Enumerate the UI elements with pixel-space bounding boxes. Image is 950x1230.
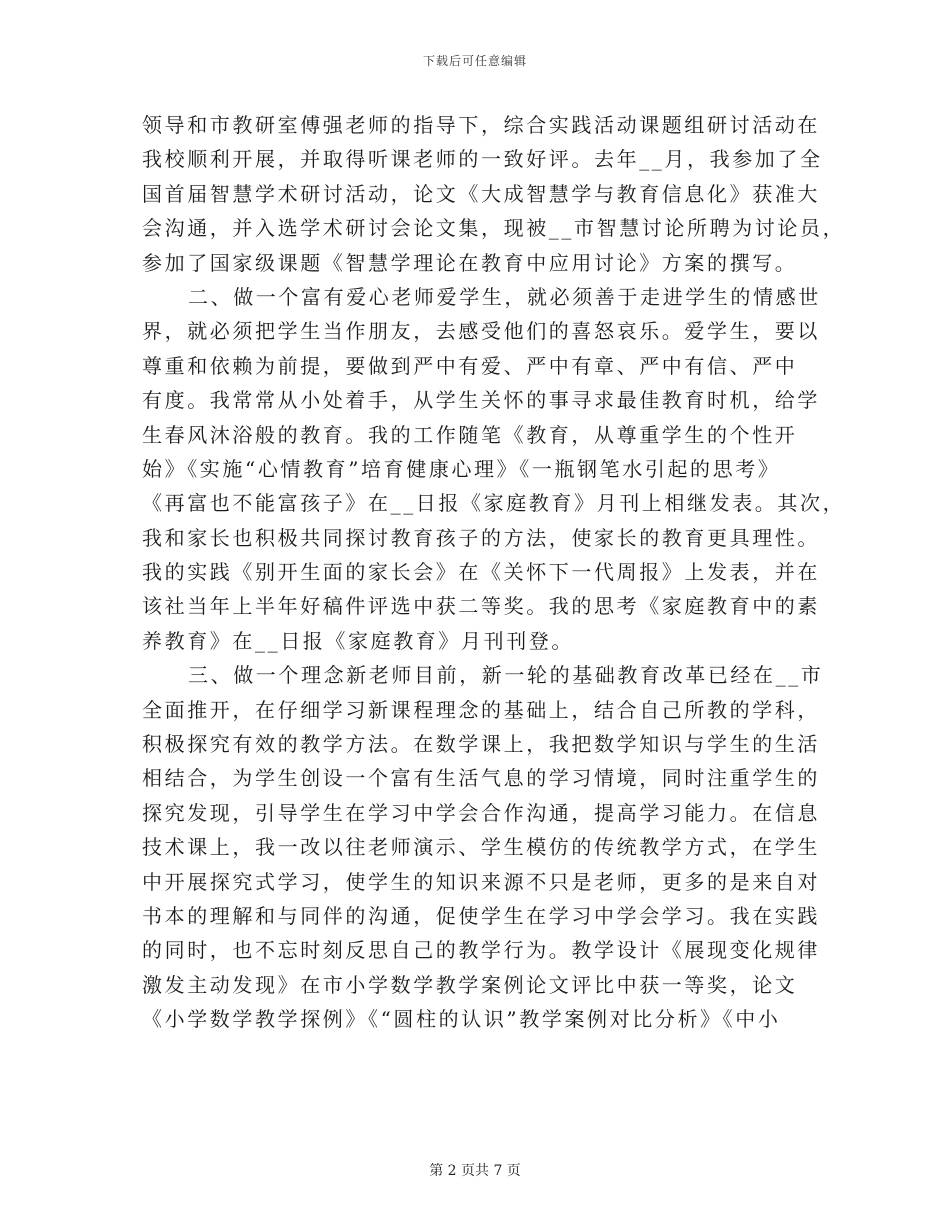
text-line: 我和家长也积极共同探讨教育孩子的方法，使家长的教育更具理性。 <box>142 525 820 550</box>
page-header-note: 下载后可任意编辑 <box>422 54 527 68</box>
text-line: 有度。我常常从小处着手，从学生关怀的事寻求最佳教育时机，给学 <box>142 388 820 413</box>
text-line: 始》《实施“心情教育”培育健康心理》《一瓶钢笔水引起的思考》 <box>142 456 781 481</box>
page-number-footer: 第 2 页共 7 页 <box>429 1163 521 1179</box>
text-line: 《小学数学教学探例》《“圆柱的认识”教学案例对比分析》《中小 <box>142 1007 781 1032</box>
text-line: 养教育》在__日报《家庭教育》月刊刊登。 <box>142 628 574 653</box>
text-line: 技术课上，我一改以往老师演示、学生模仿的传统教学方式，在学生 <box>142 835 820 860</box>
paragraph-heading-line: 三、做一个理念新老师目前，新一轮的基础教育改革已经在__市 <box>188 663 824 688</box>
text-line: 该社当年上半年好稿件评选中获二等奖。我的思考《家庭教育中的素 <box>142 594 820 619</box>
text-line: 国首届智慧学术研讨活动，论文《大成智慧学与教育信息化》获准大 <box>142 181 820 206</box>
text-line: 激发主动发现》在市小学数学教学案例论文评比中获一等奖，论文 <box>142 972 798 997</box>
text-line: 界，就必须把学生当作朋友，去感受他们的喜怒哀乐。爱学生，要以 <box>142 319 820 344</box>
text-line: 生春风沐浴般的教育。我的工作随笔《教育，从尊重学生的个性开 <box>142 422 798 447</box>
text-line: 书本的理解和与同伴的沟通，促使学生在学习中学会学习。我在实践 <box>142 903 820 928</box>
text-line: 全面推开，在仔细学习新课程理念的基础上，结合自己所教的学科， <box>142 697 820 722</box>
text-line: 探究发现，引导学生在学习中学会合作沟通，提高学习能力。在信息 <box>142 800 820 825</box>
text-line: 中开展探究式学习，使学生的知识来源不只是老师，更多的是来自对 <box>142 869 820 894</box>
text-line: 相结合，为学生创设一个富有生活气息的学习情境，同时注重学生的 <box>142 766 820 791</box>
text-line: 我校顺利开展，并取得听课老师的一致好评。去年__月，我参加了全 <box>142 147 823 172</box>
text-line: 我的实践《别开生面的家长会》在《关怀下一代周报》上发表，并在 <box>142 560 820 585</box>
text-line: 尊重和依赖为前提，要做到严中有爱、严中有章、严中有信、严中 <box>142 353 798 378</box>
text-line: 的同时，也不忘时刻反思自己的教学行为。教学设计《展现变化规律 <box>142 938 820 963</box>
text-line: 《再富也不能富孩子》在__日报《家庭教育》月刊上相继发表。其次， <box>142 491 846 516</box>
text-line: 积极探究有效的教学方法。在数学课上，我把数学知识与学生的生活 <box>142 732 820 757</box>
paragraph-heading-line: 二、做一个富有爱心老师爱学生，就必须善于走进学生的情感世 <box>188 284 821 309</box>
text-line: 会沟通，并入选学术研讨会论文集，现被__市智慧讨论所聘为讨论员， <box>142 216 846 241</box>
text-line: 领导和市教研室傅强老师的指导下，综合实践活动课题组研讨活动在 <box>142 113 820 137</box>
document-body <box>142 108 846 1037</box>
text-line: 参加了国家级课题《智慧学理论在教育中应用讨论》方案的撰写。 <box>142 250 798 275</box>
